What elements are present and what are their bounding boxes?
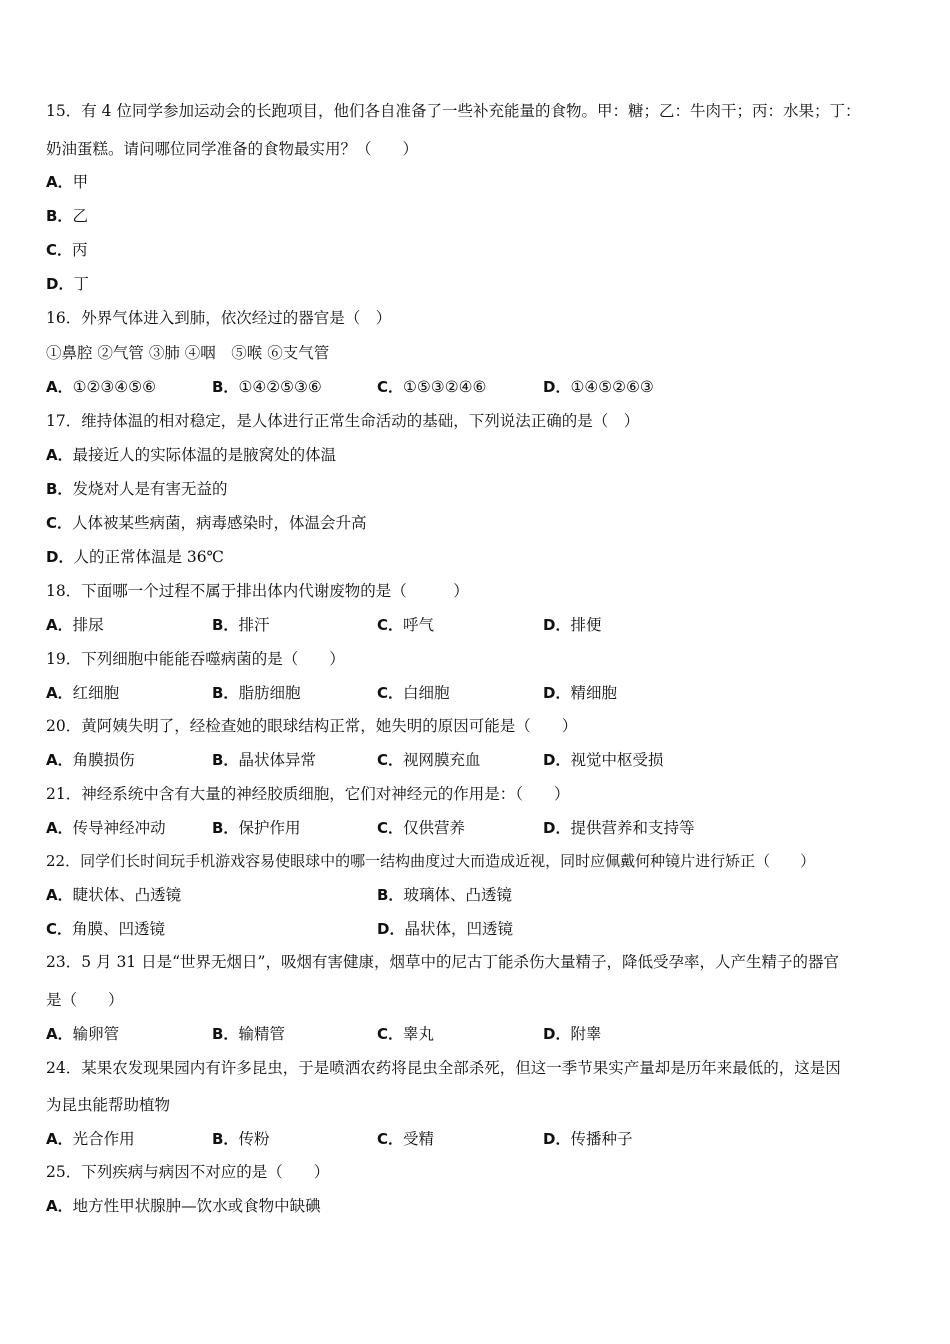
option-key: A． — [46, 616, 73, 634]
option-text: 排便 — [570, 616, 602, 634]
question-20-stem: 20．黄阿姨失明了，经检查她的眼球结构正常，她失明的原因可能是（ ） — [46, 717, 578, 735]
option-text: 角膜损伤 — [72, 751, 135, 769]
option-key: B． — [212, 1025, 239, 1043]
option-key: A． — [46, 886, 73, 904]
question-15-stem-line-2: 奶油蛋糕。请问哪位同学准备的食物最实用？（ ） — [46, 140, 419, 158]
option-a — [46, 377, 156, 397]
option-a — [46, 1024, 119, 1044]
option-text: 输卵管 — [72, 1025, 120, 1043]
option-key: A． — [46, 684, 73, 702]
question-17-option-a — [46, 445, 336, 465]
option-c — [377, 377, 486, 397]
question-17-option-b — [46, 479, 227, 499]
option-d — [543, 818, 694, 838]
option-key: B． — [377, 886, 404, 904]
option-c — [377, 1024, 434, 1044]
question-15-option-a — [46, 172, 88, 192]
option-text: 红细胞 — [72, 684, 120, 702]
option-key: A． — [46, 1130, 73, 1148]
option-text: 丙 — [72, 241, 88, 259]
option-text: ①②③④⑤⑥ — [72, 378, 156, 396]
option-text: 排汗 — [238, 616, 270, 634]
question-19-stem: 19．下列细胞中能能吞噬病菌的是（ ） — [46, 650, 345, 668]
option-key: D． — [46, 275, 74, 293]
option-key: A． — [46, 378, 73, 396]
option-text: ①⑤③②④⑥ — [403, 378, 487, 396]
option-key: D． — [543, 819, 571, 837]
option-key: B． — [212, 684, 239, 702]
option-key: B． — [212, 819, 239, 837]
option-b — [212, 377, 322, 397]
option-key: D． — [377, 920, 405, 938]
option-d — [543, 377, 654, 397]
question-22-options-row-2 — [46, 919, 906, 939]
option-key: D． — [46, 548, 74, 566]
option-text: 传播种子 — [570, 1130, 633, 1148]
option-key: C． — [377, 684, 404, 702]
question-19-options — [46, 683, 906, 703]
option-text: 晶状体异常 — [238, 751, 316, 769]
option-b — [212, 615, 269, 635]
question-22-stem: 22．同学们长时间玩手机游戏容易使眼球中的哪一结构曲度过大而造成近视，同时应佩戴何种镜片进行矫正（ ） — [46, 852, 816, 870]
option-key: C． — [377, 1025, 404, 1043]
question-20-options — [46, 750, 906, 770]
option-text: 附睾 — [570, 1025, 602, 1043]
option-b — [212, 683, 300, 703]
option-d — [377, 919, 513, 939]
option-a — [46, 683, 119, 703]
question-16-options — [46, 377, 906, 397]
question-23-stem-line-2: 是（ ） — [46, 991, 124, 1009]
option-a — [46, 615, 104, 635]
option-text: 排尿 — [72, 616, 104, 634]
option-c — [46, 919, 165, 939]
question-23-options — [46, 1024, 906, 1044]
option-text: ①④②⑤③⑥ — [238, 378, 322, 396]
option-b — [377, 885, 512, 905]
question-16-stem: 16．外界气体进入到肺，依次经过的器官是（ ） — [46, 309, 392, 327]
option-text: 视觉中枢受损 — [570, 751, 664, 769]
option-text: 角膜、凹透镜 — [72, 920, 166, 938]
option-a — [46, 885, 181, 905]
question-17-option-c — [46, 513, 367, 533]
option-b — [212, 818, 300, 838]
option-text: 晶状体，凹透镜 — [404, 920, 513, 938]
option-key: C． — [46, 514, 73, 532]
option-key: B． — [212, 616, 239, 634]
option-text: 玻璃体、凸透镜 — [403, 886, 512, 904]
question-24-stem-line-2: 为昆虫能帮助植物 — [46, 1096, 171, 1114]
option-d — [543, 750, 663, 770]
option-text: 地方性甲状腺肿—饮水或食物中缺碘 — [72, 1197, 321, 1215]
option-c — [377, 1129, 434, 1149]
option-d — [543, 1024, 601, 1044]
option-key: A． — [46, 1025, 73, 1043]
option-key: C． — [377, 616, 404, 634]
option-a — [46, 750, 135, 770]
option-key: C． — [46, 241, 73, 259]
option-text: 受精 — [403, 1130, 435, 1148]
question-18-stem: 18．下面哪一个过程不属于排出体内代谢废物的是（ ） — [46, 582, 469, 600]
question-17-stem: 17．维持体温的相对稳定，是人体进行正常生命活动的基础，下列说法正确的是（ ） — [46, 412, 640, 430]
option-key: B． — [46, 207, 73, 225]
question-15-option-b — [46, 206, 88, 226]
question-17-option-d — [46, 547, 224, 567]
option-text: 人的正常体温是 36℃ — [73, 548, 224, 566]
option-key: C． — [377, 1130, 404, 1148]
option-key: D． — [543, 1130, 571, 1148]
option-key: A． — [46, 446, 73, 464]
option-c — [377, 750, 481, 770]
question-18-options — [46, 615, 906, 635]
option-key: D． — [543, 1025, 571, 1043]
option-key: C． — [377, 751, 404, 769]
option-text: 乙 — [72, 207, 88, 225]
option-text: 保护作用 — [238, 819, 301, 837]
option-key: C． — [377, 819, 404, 837]
option-text: 睫状体、凸透镜 — [72, 886, 182, 904]
option-text: 输精管 — [238, 1025, 285, 1043]
option-key: D． — [543, 684, 571, 702]
option-c — [377, 818, 465, 838]
question-25-stem: 25．下列疾病与病因不对应的是（ ） — [46, 1163, 330, 1181]
question-23-stem-line-1: 23．5 月 31 日是“世界无烟日”，吸烟有害健康，烟草中的尼古丁能杀伤大量精子，降低受孕率，人产生精子的器官 — [46, 953, 839, 971]
option-text: 光合作用 — [72, 1130, 135, 1148]
option-text: 人体被某些病菌，病毒感染时，体温会升高 — [72, 514, 367, 532]
question-22-options-row-1 — [46, 885, 906, 905]
question-25-option-a — [46, 1196, 321, 1216]
option-text: 甲 — [72, 173, 89, 191]
option-key: D． — [543, 751, 571, 769]
option-text: 丁 — [73, 275, 89, 293]
option-d — [543, 615, 601, 635]
option-text: 呼气 — [403, 616, 435, 634]
option-text: 发烧对人是有害无益的 — [72, 480, 228, 498]
question-24-stem-line-1: 24．某果农发现果园内有许多昆虫，于是喷洒农药将昆虫全部杀死，但这一季节果实产量却是历年来最低的，这是因 — [46, 1059, 841, 1077]
option-c — [377, 615, 434, 635]
option-key: A． — [46, 751, 73, 769]
option-a — [46, 1129, 135, 1149]
option-text: 脂肪细胞 — [238, 684, 301, 702]
option-text: 最接近人的实际体温的是腋窝处的体温 — [72, 446, 337, 464]
option-c — [377, 683, 450, 703]
option-b — [212, 750, 316, 770]
option-key: A． — [46, 1197, 73, 1215]
option-text: 精细胞 — [570, 684, 617, 702]
question-15-option-c — [46, 240, 88, 260]
option-text: 传粉 — [238, 1130, 270, 1148]
option-d — [543, 683, 617, 703]
option-text: ①④⑤②⑥③ — [570, 378, 654, 396]
option-text: 视网膜充血 — [403, 751, 481, 769]
option-text: 提供营养和支持等 — [570, 819, 695, 837]
question-15-stem-line-1: 15．有 4 位同学参加运动会的长跑项目，他们各自准备了一些补充能量的食物。甲：糖；乙：牛肉干；丙：水果；丁： — [46, 102, 861, 120]
option-key: C． — [377, 378, 404, 396]
option-text: 传导神经冲动 — [72, 819, 166, 837]
option-key: D． — [543, 616, 571, 634]
question-15-option-d — [46, 274, 89, 294]
option-a — [46, 818, 166, 838]
option-b — [212, 1024, 285, 1044]
option-text: 白细胞 — [403, 684, 450, 702]
option-key: B． — [212, 751, 239, 769]
question-21-options — [46, 818, 906, 838]
question-21-stem: 21．神经系统中含有大量的神经胶质细胞，它们对神经元的作用是：（ ） — [46, 785, 570, 803]
option-key: A． — [46, 173, 73, 191]
option-b — [212, 1129, 269, 1149]
option-key: B． — [212, 1130, 239, 1148]
question-24-options — [46, 1129, 906, 1149]
option-key: C． — [46, 920, 73, 938]
option-key: A． — [46, 819, 73, 837]
option-text: 睾丸 — [403, 1025, 435, 1043]
option-d — [543, 1129, 632, 1149]
option-key: B． — [46, 480, 73, 498]
option-key: D． — [543, 378, 571, 396]
option-text: 仅供营养 — [403, 819, 466, 837]
question-16-subitems: ①鼻腔 ②气管 ③肺 ④咽 ⑤喉 ⑥支气管 — [46, 344, 330, 362]
option-key: B． — [212, 378, 239, 396]
